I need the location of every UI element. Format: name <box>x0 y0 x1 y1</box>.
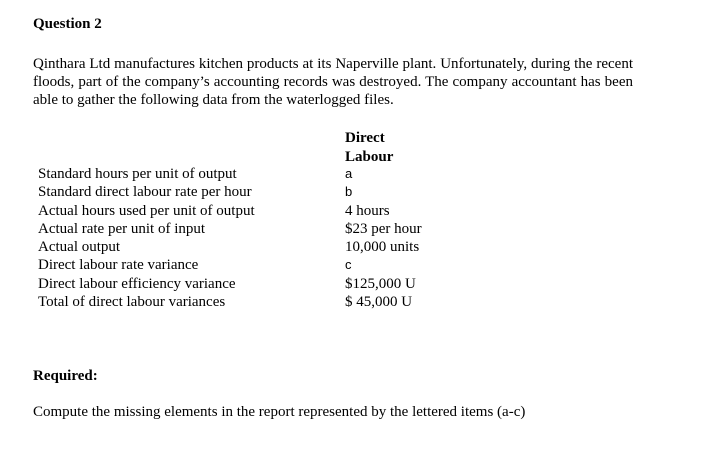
row-label-total-variances: Total of direct labour variances <box>38 294 226 311</box>
row-values <box>345 165 422 311</box>
row-label-efficiency-variance: Direct labour efficiency variance <box>38 275 236 292</box>
row-value-rate-variance: c <box>345 257 352 273</box>
column-header-line2: Labour <box>345 149 394 165</box>
row-value-standard-hours: a <box>345 166 353 181</box>
column-header <box>345 129 393 167</box>
row-value-actual-rate: $23 per hour <box>345 220 422 237</box>
row-label-actual-output: Actual output <box>38 239 121 256</box>
row-value-efficiency-variance: $125,000 U <box>345 275 416 292</box>
row-value-actual-hours: 4 hours <box>345 202 390 219</box>
required-title: Required: <box>33 368 98 384</box>
question-title: Question 2 <box>33 16 102 32</box>
row-label-actual-rate: Actual rate per unit of input <box>38 220 206 237</box>
row-label-actual-hours: Actual hours used per unit of output <box>38 202 255 219</box>
row-label-standard-rate: Standard direct labour rate per hour <box>38 184 252 201</box>
row-label-rate-variance: Direct labour rate variance <box>38 257 199 274</box>
question-intro: Qinthara Ltd manufactures kitchen products at its Naperville plant. Unfortunately, during the recent floods, part of the company’s accounting records was destroyed. The company accountant has been able to gather the following data from the waterlogged files. <box>33 56 633 108</box>
row-value-total-variances: $ 45,000 U <box>345 294 413 311</box>
required-text: Compute the missing elements in the report represented by the lettered items (a-c) <box>33 404 526 420</box>
row-value-actual-output: 10,000 units <box>345 239 420 256</box>
row-value-standard-rate: b <box>345 184 353 200</box>
row-labels <box>38 165 255 311</box>
row-label-standard-hours: Standard hours per unit of output <box>38 166 237 182</box>
column-header-line1: Direct <box>345 130 385 146</box>
